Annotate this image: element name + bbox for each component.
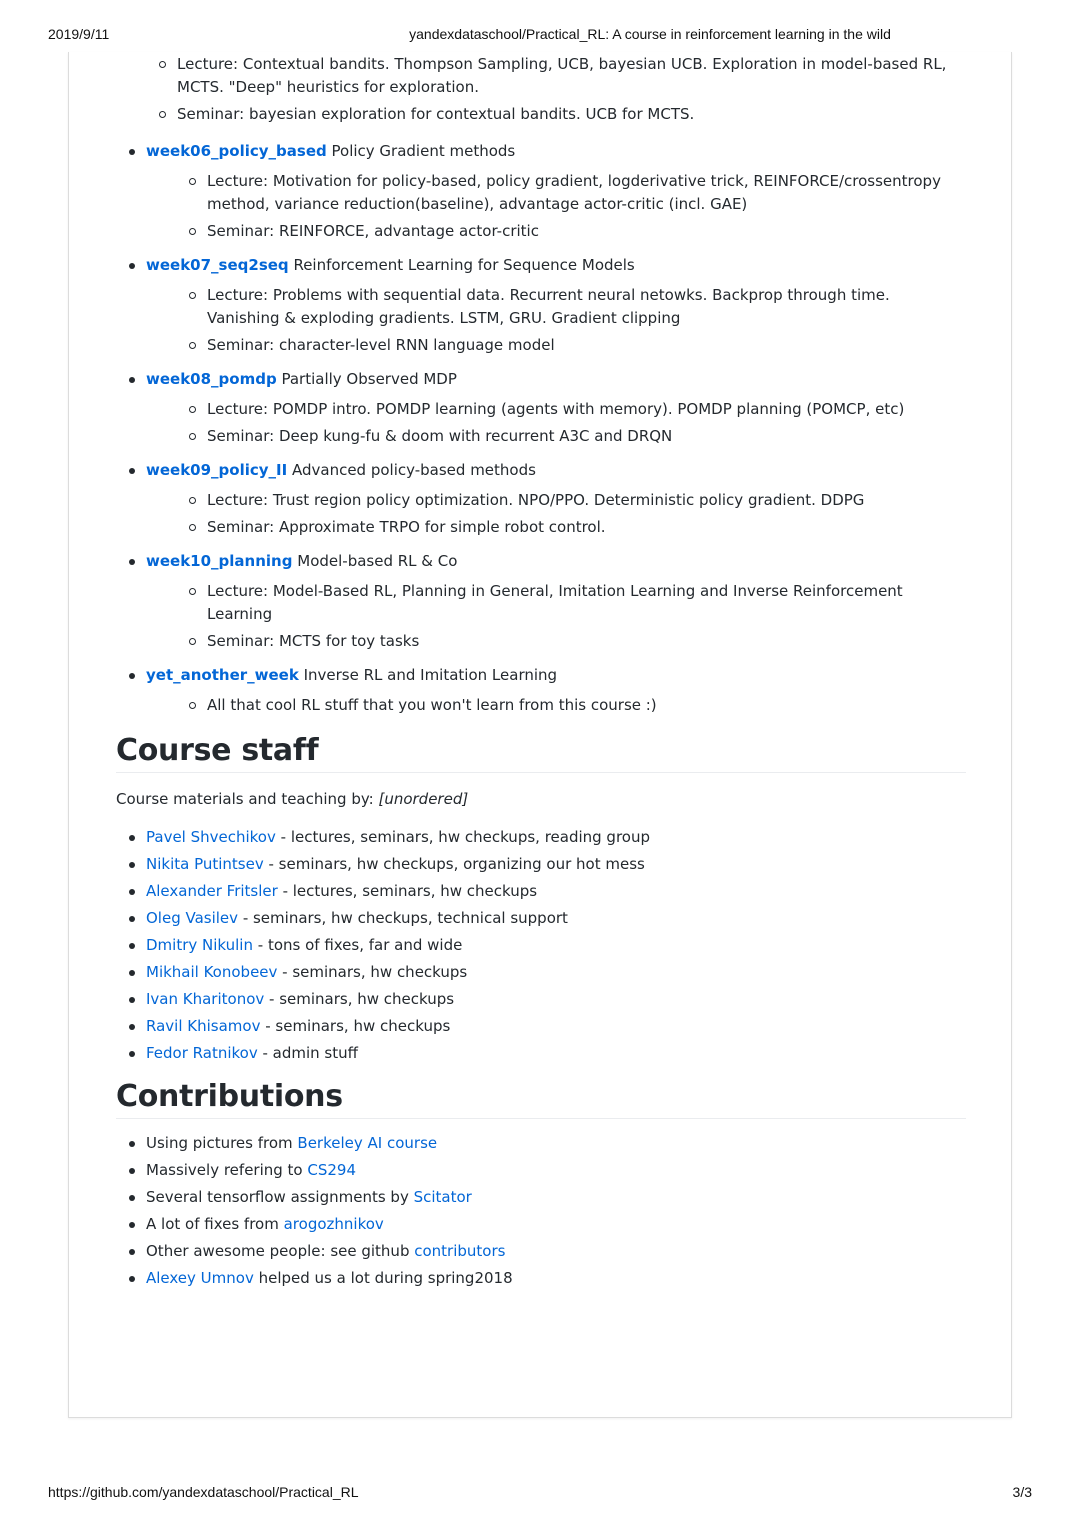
staff-item [116,907,966,930]
staff-role: - admin stuff [257,1044,358,1062]
week-title: Partially Observed MDP [276,370,457,388]
staff-item [116,880,966,903]
contribution-link[interactable]: arogozhnikov [283,1215,384,1233]
staff-name-link[interactable]: Ivan Kharitonov [146,990,265,1008]
week-title: Inverse RL and Imitation Learning [298,666,558,684]
staff-item [116,1015,966,1038]
staff-item [116,934,966,957]
staff-role: - seminars, hw checkups, organizing our hot mess [263,855,645,873]
staff-item [116,826,966,849]
sublist-item: Lecture: POMDP intro. POMDP learning (agents with memory). POMDP planning (POMCP, etc) [146,398,966,421]
week-item [116,140,966,243]
staff-role: - seminars, hw checkups [260,1017,451,1035]
staff-role: - seminars, hw checkups, technical support [238,909,568,927]
week-sublist [146,489,966,539]
week-link[interactable]: week06_policy_based [146,142,327,160]
sublist-item: Lecture: Model-Based RL, Planning in General, Imitation Learning and Inverse Reinforcement Learning [146,580,966,626]
sublist-item: All that cool RL stuff that you won't learn from this course :) [146,694,966,717]
sublist-item: Seminar: Approximate TRPO for simple robot control. [146,516,966,539]
weeks-list [116,140,966,717]
print-url: https://github.com/yandexdataschool/Practical_RL [48,1484,359,1500]
sublist-item: Seminar: MCTS for toy tasks [146,630,966,653]
contribution-item [116,1132,966,1155]
sublist-item: Lecture: Trust region policy optimization. NPO/PPO. Deterministic policy gradient. DDPG [146,489,966,512]
week-sublist [146,284,966,357]
course-staff-heading: Course staff [116,739,966,773]
week-link[interactable]: week10_planning [146,552,293,570]
sublist-item: Lecture: Motivation for policy-based, policy gradient, logderivative trick, REINFORCE/crossentropy method, variance reduction(baseline), advantage actor-critic (incl. GAE) [146,170,966,216]
staff-name-link[interactable]: Ravil Khisamov [146,1017,261,1035]
staff-name-link[interactable]: Fedor Ratnikov [146,1044,258,1062]
week-sublist [146,398,966,448]
contributions-list [116,1132,966,1290]
contributions-heading: Contributions [116,1085,966,1119]
contribution-link[interactable]: Alexey Umnov [146,1269,254,1287]
print-page-title: yandexdataschool/Practical_RL: A course in reinforcement learning in the wild [409,26,891,42]
week-sublist [146,580,966,653]
print-header [0,26,1080,46]
staff-name-link[interactable]: Oleg Vasilev [146,909,239,927]
contribution-item [116,1213,966,1236]
staff-intro-emphasis: [unordered] [378,790,469,808]
staff-name-link[interactable]: Alexander Fritsler [146,882,278,900]
week-item [116,550,966,653]
contribution-link[interactable]: Berkeley AI course [297,1134,438,1152]
sublist-item: Seminar: bayesian exploration for contextual bandits. UCB for MCTS. [116,103,966,126]
staff-name-link[interactable]: Mikhail Konobeev [146,963,278,981]
staff-role: - lectures, seminars, hw checkups, reading group [275,828,650,846]
print-footer [0,1484,1080,1504]
staff-intro-text: Course materials and teaching by: [116,790,379,808]
sublist-item: Lecture: Problems with sequential data. Recurrent neural netowks. Backprop through time. Vanishing & exploding gradients. LSTM, GRU. Gradient clipping [146,284,966,330]
contribution-item [116,1159,966,1182]
sublist-item: Seminar: REINFORCE, advantage actor-critic [146,220,966,243]
week-link[interactable]: week07_seq2seq [146,256,289,274]
contribution-item [116,1186,966,1209]
week-item [116,368,966,448]
contribution-text: Several tensorflow assignments by [146,1188,414,1206]
staff-item [116,988,966,1011]
contribution-link[interactable]: contributors [414,1242,506,1260]
staff-role: - seminars, hw checkups [264,990,455,1008]
staff-name-link[interactable]: Nikita Putintsev [146,855,264,873]
contribution-text: Using pictures from [146,1134,298,1152]
staff-item [116,961,966,984]
staff-item [116,1042,966,1065]
contribution-text: Other awesome people: see github [146,1242,415,1260]
staff-name-link[interactable]: Dmitry Nikulin [146,936,253,954]
staff-role: - seminars, hw checkups [277,963,468,981]
week-item [116,664,966,717]
staff-name-link[interactable]: Pavel Shvechikov [146,828,276,846]
week-item [116,459,966,539]
staff-intro [116,788,966,811]
week-title: Reinforcement Learning for Sequence Models [288,256,635,274]
week-link[interactable]: week08_pomdp [146,370,277,388]
week-sublist [146,170,966,243]
contribution-link[interactable]: Scitator [413,1188,472,1206]
week-item [116,254,966,357]
week-sublist [146,694,966,717]
week-title: Advanced policy-based methods [287,461,536,479]
week-link[interactable]: yet_another_week [146,666,299,684]
sublist-item: Lecture: Contextual bandits. Thompson Sampling, UCB, bayesian UCB. Exploration in model-based RL, MCTS. "Deep" heuristics for exploration. [116,53,966,99]
staff-item [116,853,966,876]
contribution-text: A lot of fixes from [146,1215,284,1233]
print-date: 2019/9/11 [48,26,110,42]
sublist-item: Seminar: Deep kung-fu & doom with recurrent A3C and DRQN [146,425,966,448]
leading-sublist [116,53,966,126]
print-page-number: 3/3 [1012,1484,1032,1500]
sublist-item: Seminar: character-level RNN language model [146,334,966,357]
contribution-text: Massively refering to [146,1161,308,1179]
contribution-link[interactable]: CS294 [307,1161,357,1179]
contribution-item [116,1267,966,1290]
contribution-item [116,1240,966,1263]
week-title: Model-based RL & Co [292,552,458,570]
week-link[interactable]: week09_policy_II [146,461,288,479]
staff-list [116,826,966,1065]
contribution-text-after: helped us a lot during spring2018 [253,1269,513,1287]
staff-role: - tons of fixes, far and wide [253,936,463,954]
readme-content [116,52,966,1294]
week-title: Policy Gradient methods [326,142,516,160]
staff-role: - lectures, seminars, hw checkups [277,882,538,900]
